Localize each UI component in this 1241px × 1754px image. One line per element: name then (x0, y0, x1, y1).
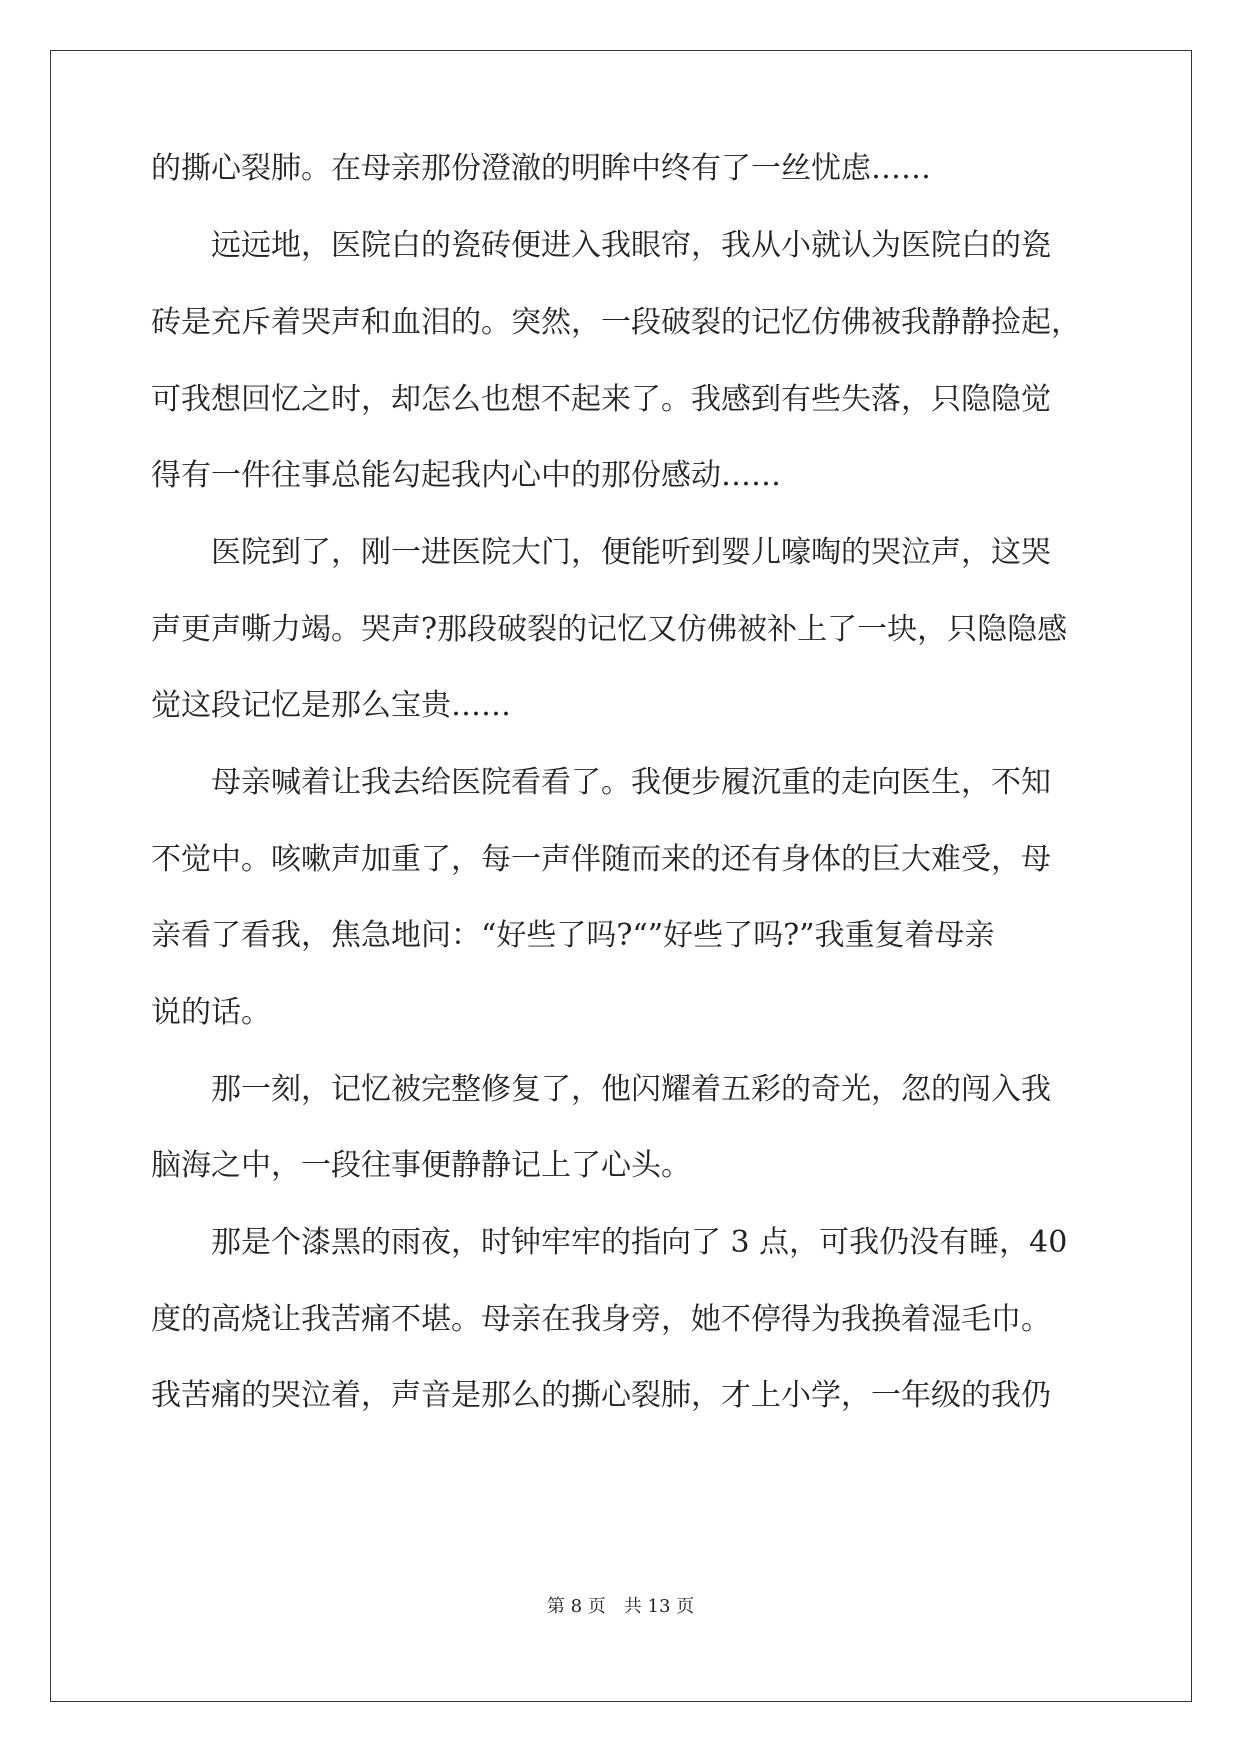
text-line: 那是个漆黑的雨夜，时钟牢牢的指向了 3 点，可我仍没有睡，40 (151, 1225, 1068, 1260)
text-line: 那一刻，记忆被完整修复了，他闪耀着五彩的奇光，忽的闯入我 (151, 1072, 1051, 1107)
text-line: 母亲喊着让我去给医院看看了。我便步履沉重的走向医生，不知 (151, 765, 1051, 800)
text-line: 不觉中。咳嗽声加重了，每一声伴随而来的还有身体的巨大难受，母 (151, 842, 1051, 877)
text-line: 我苦痛的哭泣着，声音是那么的撕心裂肺，才上小学，一年级的我仍 (151, 1378, 1051, 1413)
text-line: 亲看了看我，焦急地问：“好些了吗?“”好些了吗?”我重复着母亲 (151, 918, 995, 953)
text-line: 脑海之中，一段往事便静静记上了心头。 (151, 1148, 691, 1183)
text-line: 觉这段记忆是那么宝贵…… (151, 688, 511, 723)
text-line: 远远地，医院白的瓷砖便进入我眼帘，我从小就认为医院白的瓷 (151, 228, 1051, 263)
text-line: 砖是充斥着哭声和血泪的。突然，一段破裂的记忆仿佛被我静静捡起， (151, 305, 1081, 340)
text-line: 度的高烧让我苦痛不堪。母亲在我身旁，她不停得为我换着湿毛巾。 (151, 1302, 1051, 1337)
text-line: 得有一件往事总能勾起我内心中的那份感动…… (151, 458, 781, 493)
page-number-footer: 第 8 页 共 13 页 (546, 1596, 695, 1617)
text-line: 可我想回忆之时，却怎么也想不起来了。我感到有些失落，只隐隐觉 (151, 382, 1051, 417)
text-line: 声更声嘶力竭。哭声?那段破裂的记忆又仿佛被补上了一块，只隐隐感 (151, 612, 1068, 647)
text-line: 说的话。 (151, 995, 271, 1030)
text-line: 医院到了，刚一进医院大门，便能听到婴儿嚎啕的哭泣声，这哭 (151, 535, 1051, 570)
text-line: 的撕心裂肺。在母亲那份澄澈的明眸中终有了一丝忧虑…… (151, 151, 931, 186)
